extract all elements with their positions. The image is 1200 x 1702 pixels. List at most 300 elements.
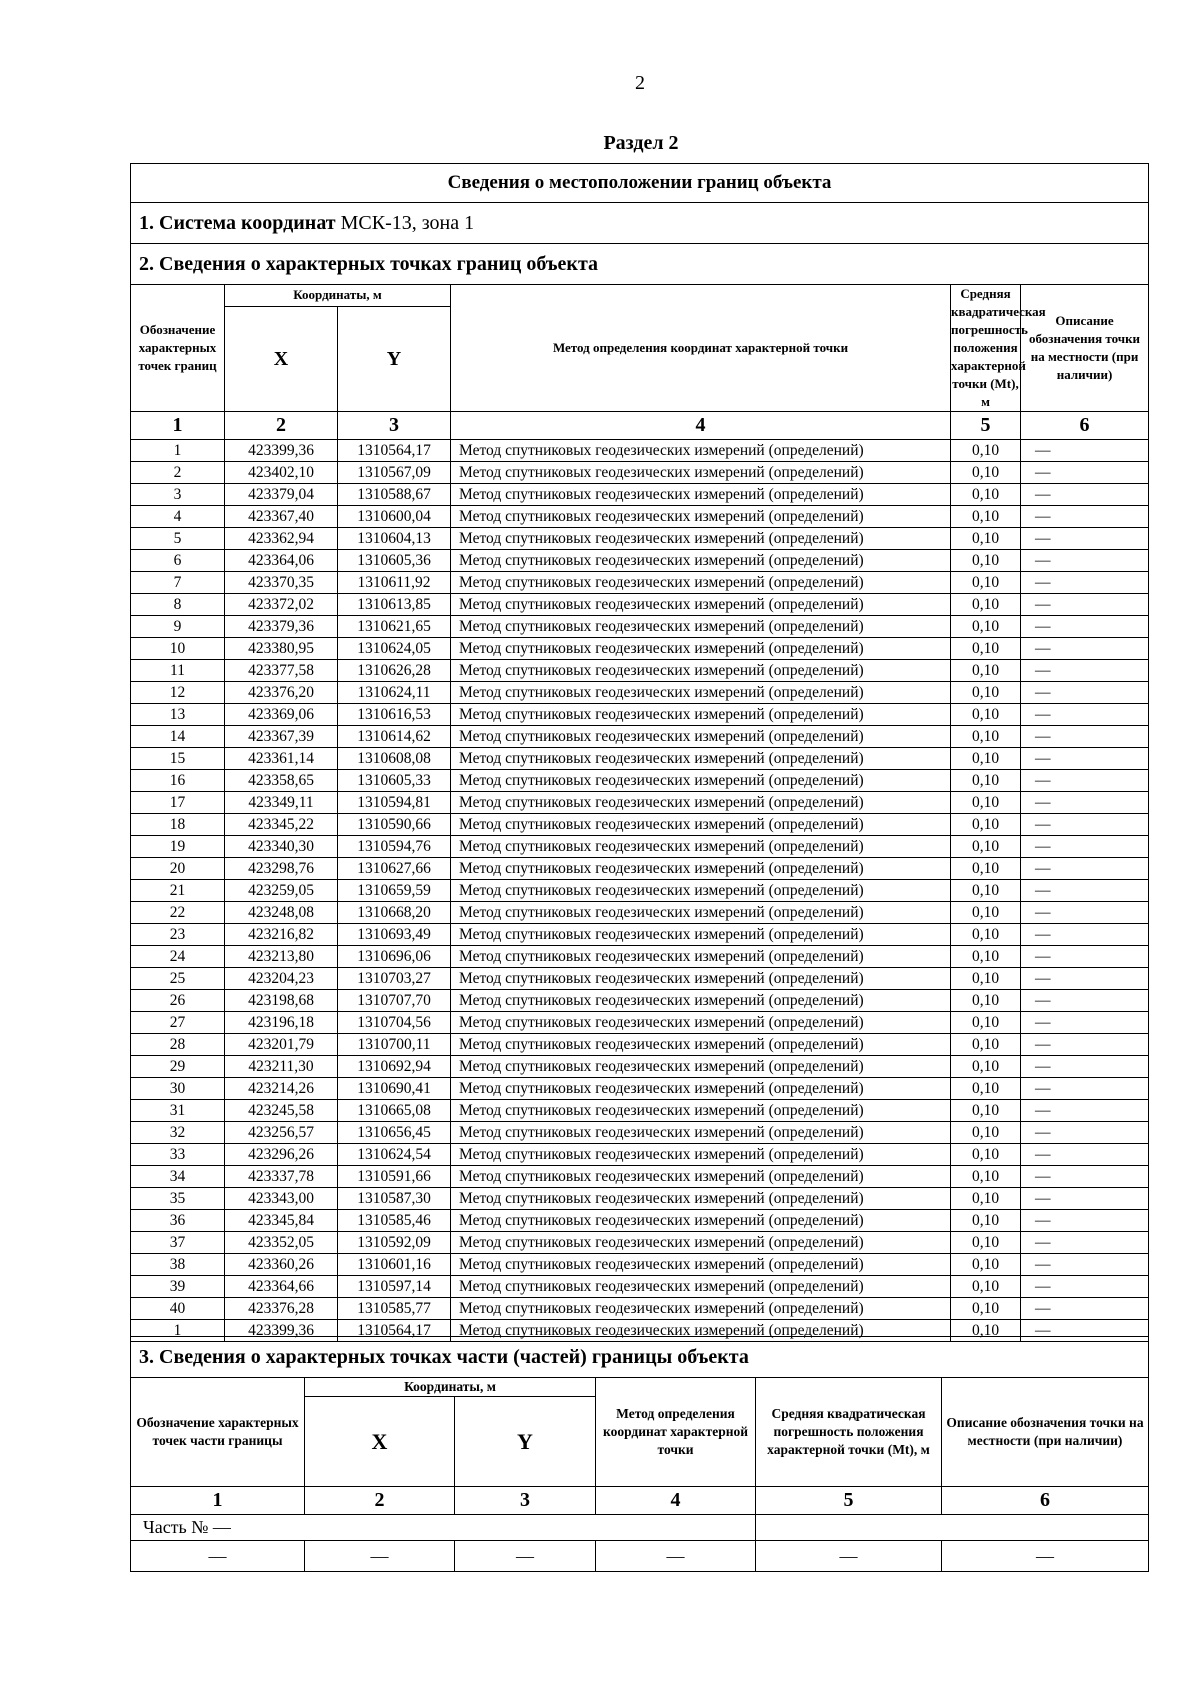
table-row xyxy=(131,770,1149,792)
point-number: 13 xyxy=(131,704,225,726)
coord-y: 1310696,06 xyxy=(338,946,451,968)
column-number: 3 xyxy=(338,412,451,440)
parts-empty-cell: — xyxy=(756,1541,942,1572)
parts-title xyxy=(131,1337,1149,1378)
points-title-text: 2. Сведения о характерных точках границ объекта xyxy=(139,252,599,275)
point-number: 18 xyxy=(131,814,225,836)
description-cell: — xyxy=(1021,528,1149,550)
table-row xyxy=(131,1210,1149,1232)
description-cell: — xyxy=(1021,1276,1149,1298)
coord-y: 1310605,36 xyxy=(338,550,451,572)
coord-y: 1310605,33 xyxy=(338,770,451,792)
table-row xyxy=(131,440,1149,462)
coord-y: 1310616,53 xyxy=(338,704,451,726)
error-cell: 0,10 xyxy=(951,1166,1021,1188)
coord-x: 423248,08 xyxy=(225,902,338,924)
parts-column-numbers xyxy=(131,1487,1149,1515)
description-cell: — xyxy=(1021,572,1149,594)
part-label: Часть № — xyxy=(131,1515,756,1541)
table-row xyxy=(131,990,1149,1012)
point-number: 35 xyxy=(131,1188,225,1210)
error-cell: 0,10 xyxy=(951,1100,1021,1122)
error-cell: 0,10 xyxy=(951,528,1021,550)
table-row xyxy=(131,1188,1149,1210)
error-cell: 0,10 xyxy=(951,440,1021,462)
method-cell: Метод спутниковых геодезических измерений (определений) xyxy=(451,1210,951,1232)
error-cell: 0,10 xyxy=(951,1254,1021,1276)
table-row xyxy=(131,946,1149,968)
table-row xyxy=(131,902,1149,924)
coord-x: 423367,40 xyxy=(225,506,338,528)
coord-x: 423367,39 xyxy=(225,726,338,748)
coord-y: 1310621,65 xyxy=(338,616,451,638)
table-row xyxy=(131,506,1149,528)
method-cell: Метод спутниковых геодезических измерений (определений) xyxy=(451,1320,951,1342)
coord-y: 1310567,09 xyxy=(338,462,451,484)
coord-x: 423245,58 xyxy=(225,1100,338,1122)
description-cell: — xyxy=(1021,1034,1149,1056)
point-number: 23 xyxy=(131,924,225,946)
method-cell: Метод спутниковых геодезических измерений (определений) xyxy=(451,462,951,484)
coord-x: 423358,65 xyxy=(225,770,338,792)
method-cell: Метод спутниковых геодезических измерений (определений) xyxy=(451,902,951,924)
method-cell: Метод спутниковых геодезических измерений (определений) xyxy=(451,1056,951,1078)
method-cell: Метод спутниковых геодезических измерений (определений) xyxy=(451,1122,951,1144)
header-coords: Координаты, м xyxy=(225,285,451,307)
coord-x: 423343,00 xyxy=(225,1188,338,1210)
table-row xyxy=(131,1298,1149,1320)
description-cell: — xyxy=(1021,814,1149,836)
point-number: 11 xyxy=(131,660,225,682)
coord-x: 423345,84 xyxy=(225,1210,338,1232)
method-cell: Метод спутниковых геодезических измерений (определений) xyxy=(451,1012,951,1034)
point-number: 27 xyxy=(131,1012,225,1034)
coord-y: 1310585,46 xyxy=(338,1210,451,1232)
description-cell: — xyxy=(1021,1078,1149,1100)
coord-x: 423376,20 xyxy=(225,682,338,704)
parts-empty-cell: — xyxy=(596,1541,756,1572)
coord-y: 1310624,11 xyxy=(338,682,451,704)
table-row xyxy=(131,1122,1149,1144)
method-cell: Метод спутниковых геодезических измерений (определений) xyxy=(451,880,951,902)
coord-x: 423379,36 xyxy=(225,616,338,638)
table-row xyxy=(131,682,1149,704)
point-number: 3 xyxy=(131,484,225,506)
coord-x: 423196,18 xyxy=(225,1012,338,1034)
coord-y: 1310594,81 xyxy=(338,792,451,814)
table-row xyxy=(131,638,1149,660)
table-row xyxy=(131,1254,1149,1276)
description-cell: — xyxy=(1021,1320,1149,1342)
parts-empty-cell: — xyxy=(131,1541,305,1572)
coord-x: 423399,36 xyxy=(225,1320,338,1342)
description-cell: — xyxy=(1021,616,1149,638)
coord-x: 423349,11 xyxy=(225,792,338,814)
parts-header-x: X xyxy=(305,1397,455,1487)
point-number: 32 xyxy=(131,1122,225,1144)
error-cell: 0,10 xyxy=(951,1144,1021,1166)
parts-title-text: 3. Сведения о характерных точках части (частей) границы объекта xyxy=(139,1345,749,1368)
coord-y: 1310594,76 xyxy=(338,836,451,858)
description-cell: — xyxy=(1021,792,1149,814)
error-cell: 0,10 xyxy=(951,1034,1021,1056)
parts-column-number: 2 xyxy=(305,1487,455,1515)
table-row xyxy=(131,616,1149,638)
table-row xyxy=(131,726,1149,748)
point-number: 17 xyxy=(131,792,225,814)
method-cell: Метод спутниковых геодезических измерений (определений) xyxy=(451,484,951,506)
error-cell: 0,10 xyxy=(951,770,1021,792)
error-cell: 0,10 xyxy=(951,1122,1021,1144)
point-number: 7 xyxy=(131,572,225,594)
table-row xyxy=(131,484,1149,506)
parts-column-number: 3 xyxy=(455,1487,596,1515)
coord-y: 1310659,59 xyxy=(338,880,451,902)
coord-y: 1310703,27 xyxy=(338,968,451,990)
parts-header-error: Средняя квадратическая погрешность положения характерной точки (Mt), м xyxy=(756,1378,942,1487)
table-row xyxy=(131,1232,1149,1254)
coord-y: 1310587,30 xyxy=(338,1188,451,1210)
coord-x: 423360,26 xyxy=(225,1254,338,1276)
table-row xyxy=(131,814,1149,836)
parts-column-number: 6 xyxy=(942,1487,1149,1515)
description-cell: — xyxy=(1021,748,1149,770)
parts-empty-row xyxy=(131,1541,1149,1572)
coord-y: 1310692,94 xyxy=(338,1056,451,1078)
method-cell: Метод спутниковых геодезических измерений (определений) xyxy=(451,1100,951,1122)
coord-x: 423380,95 xyxy=(225,638,338,660)
point-number: 29 xyxy=(131,1056,225,1078)
coord-y: 1310707,70 xyxy=(338,990,451,1012)
description-cell: — xyxy=(1021,968,1149,990)
point-number: 16 xyxy=(131,770,225,792)
description-cell: — xyxy=(1021,1144,1149,1166)
point-number: 8 xyxy=(131,594,225,616)
point-number: 28 xyxy=(131,1034,225,1056)
coord-system xyxy=(131,203,1149,244)
method-cell: Метод спутниковых геодезических измерений (определений) xyxy=(451,440,951,462)
coord-x: 423364,66 xyxy=(225,1276,338,1298)
coord-x: 423256,57 xyxy=(225,1122,338,1144)
description-cell: — xyxy=(1021,704,1149,726)
coord-x: 423204,23 xyxy=(225,968,338,990)
method-cell: Метод спутниковых геодезических измерений (определений) xyxy=(451,770,951,792)
column-numbers xyxy=(131,412,1149,440)
point-number: 20 xyxy=(131,858,225,880)
error-cell: 0,10 xyxy=(951,814,1021,836)
table-row xyxy=(131,836,1149,858)
coord-y: 1310700,11 xyxy=(338,1034,451,1056)
header-designation: Обозначение характерных точек границ xyxy=(131,285,225,412)
method-cell: Метод спутниковых геодезических измерений (определений) xyxy=(451,638,951,660)
description-cell: — xyxy=(1021,770,1149,792)
point-number: 31 xyxy=(131,1100,225,1122)
table-row xyxy=(131,528,1149,550)
header-description: Описание обозначения точки на местности (при наличии) xyxy=(1021,285,1149,412)
error-cell: 0,10 xyxy=(951,550,1021,572)
point-number: 40 xyxy=(131,1298,225,1320)
column-number: 6 xyxy=(1021,412,1149,440)
description-cell: — xyxy=(1021,506,1149,528)
error-cell: 0,10 xyxy=(951,506,1021,528)
coord-y: 1310624,05 xyxy=(338,638,451,660)
method-cell: Метод спутниковых геодезических измерений (определений) xyxy=(451,726,951,748)
column-number: 4 xyxy=(451,412,951,440)
coord-x: 423369,06 xyxy=(225,704,338,726)
method-cell: Метод спутниковых геодезических измерений (определений) xyxy=(451,1166,951,1188)
error-cell: 0,10 xyxy=(951,638,1021,660)
point-number: 9 xyxy=(131,616,225,638)
column-number: 5 xyxy=(951,412,1021,440)
table-row xyxy=(131,572,1149,594)
method-cell: Метод спутниковых геодезических измерений (определений) xyxy=(451,506,951,528)
table-row xyxy=(131,1100,1149,1122)
error-cell: 0,10 xyxy=(951,858,1021,880)
description-cell: — xyxy=(1021,484,1149,506)
coord-x: 423377,58 xyxy=(225,660,338,682)
coord-y: 1310585,77 xyxy=(338,1298,451,1320)
coord-y: 1310627,66 xyxy=(338,858,451,880)
description-cell: — xyxy=(1021,1188,1149,1210)
coord-y: 1310665,08 xyxy=(338,1100,451,1122)
point-number: 14 xyxy=(131,726,225,748)
points-title xyxy=(131,244,1149,285)
coord-x: 423201,79 xyxy=(225,1034,338,1056)
error-cell: 0,10 xyxy=(951,902,1021,924)
method-cell: Метод спутниковых геодезических измерений (определений) xyxy=(451,528,951,550)
error-cell: 0,10 xyxy=(951,1276,1021,1298)
point-number: 39 xyxy=(131,1276,225,1298)
method-cell: Метод спутниковых геодезических измерений (определений) xyxy=(451,1034,951,1056)
method-cell: Метод спутниковых геодезических измерений (определений) xyxy=(451,924,951,946)
parts-column-number: 5 xyxy=(756,1487,942,1515)
coord-y: 1310590,66 xyxy=(338,814,451,836)
section-title: Раздел 2 xyxy=(603,132,679,154)
error-cell: 0,10 xyxy=(951,1210,1021,1232)
coord-x: 423213,80 xyxy=(225,946,338,968)
method-cell: Метод спутниковых геодезических измерений (определений) xyxy=(451,1298,951,1320)
table-row xyxy=(131,462,1149,484)
header-x: X xyxy=(225,306,338,411)
method-cell: Метод спутниковых геодезических измерений (определений) xyxy=(451,616,951,638)
description-cell: — xyxy=(1021,858,1149,880)
point-number: 30 xyxy=(131,1078,225,1100)
error-cell: 0,10 xyxy=(951,594,1021,616)
error-cell: 0,10 xyxy=(951,968,1021,990)
coord-x: 423198,68 xyxy=(225,990,338,1012)
error-cell: 0,10 xyxy=(951,462,1021,484)
method-cell: Метод спутниковых геодезических измерений (определений) xyxy=(451,836,951,858)
description-cell: — xyxy=(1021,1210,1149,1232)
coord-y: 1310592,09 xyxy=(338,1232,451,1254)
part-label-empty xyxy=(756,1515,1149,1541)
table-row xyxy=(131,968,1149,990)
table-row xyxy=(131,1166,1149,1188)
description-cell: — xyxy=(1021,1056,1149,1078)
coord-x: 423361,14 xyxy=(225,748,338,770)
method-cell: Метод спутниковых геодезических измерений (определений) xyxy=(451,1276,951,1298)
method-cell: Метод спутниковых геодезических измерений (определений) xyxy=(451,1078,951,1100)
header-error: Средняя квадратическая погрешность положения характерной точки (Mt), м xyxy=(951,285,1021,412)
point-number: 24 xyxy=(131,946,225,968)
error-cell: 0,10 xyxy=(951,484,1021,506)
coord-x: 423362,94 xyxy=(225,528,338,550)
error-cell: 0,10 xyxy=(951,1056,1021,1078)
point-number: 4 xyxy=(131,506,225,528)
coord-x: 423296,26 xyxy=(225,1144,338,1166)
description-cell: — xyxy=(1021,1122,1149,1144)
coord-y: 1310611,92 xyxy=(338,572,451,594)
coord-x: 423214,26 xyxy=(225,1078,338,1100)
point-number: 38 xyxy=(131,1254,225,1276)
page-number: 2 xyxy=(635,72,645,94)
method-cell: Метод спутниковых геодезических измерений (определений) xyxy=(451,990,951,1012)
parts-header-y: Y xyxy=(455,1397,596,1487)
method-cell: Метод спутниковых геодезических измерений (определений) xyxy=(451,704,951,726)
point-number: 33 xyxy=(131,1144,225,1166)
point-number: 1 xyxy=(131,440,225,462)
point-number: 5 xyxy=(131,528,225,550)
parts-header-description: Описание обозначения точки на местности (при наличии) xyxy=(942,1378,1149,1487)
boundary-table xyxy=(130,163,1148,1342)
point-number: 34 xyxy=(131,1166,225,1188)
description-cell: — xyxy=(1021,462,1149,484)
header-y: Y xyxy=(338,306,451,411)
description-cell: — xyxy=(1021,726,1149,748)
header-method: Метод определения координат характерной точки xyxy=(451,285,951,412)
parts-column-number: 4 xyxy=(596,1487,756,1515)
description-cell: — xyxy=(1021,440,1149,462)
coord-x: 423379,04 xyxy=(225,484,338,506)
table-row xyxy=(131,924,1149,946)
coord-y: 1310613,85 xyxy=(338,594,451,616)
parts-empty-cell: — xyxy=(942,1541,1149,1572)
coord-y: 1310626,28 xyxy=(338,660,451,682)
description-cell: — xyxy=(1021,1166,1149,1188)
coord-x: 423211,30 xyxy=(225,1056,338,1078)
point-number: 6 xyxy=(131,550,225,572)
parts-empty-cell: — xyxy=(455,1541,596,1572)
table-row xyxy=(131,660,1149,682)
error-cell: 0,10 xyxy=(951,616,1021,638)
description-cell: — xyxy=(1021,1298,1149,1320)
error-cell: 0,10 xyxy=(951,748,1021,770)
point-number: 1 xyxy=(131,1320,225,1342)
table-row xyxy=(131,1144,1149,1166)
method-cell: Метод спутниковых геодезических измерений (определений) xyxy=(451,858,951,880)
point-number: 10 xyxy=(131,638,225,660)
coord-y: 1310591,66 xyxy=(338,1166,451,1188)
coord-y: 1310564,17 xyxy=(338,440,451,462)
parts-empty-cell: — xyxy=(305,1541,455,1572)
coord-y: 1310656,45 xyxy=(338,1122,451,1144)
method-cell: Метод спутниковых геодезических измерений (определений) xyxy=(451,594,951,616)
error-cell: 0,10 xyxy=(951,1232,1021,1254)
coord-x: 423298,76 xyxy=(225,858,338,880)
description-cell: — xyxy=(1021,660,1149,682)
coord-y: 1310693,49 xyxy=(338,924,451,946)
description-cell: — xyxy=(1021,1254,1149,1276)
coord-x: 423345,22 xyxy=(225,814,338,836)
coord-y: 1310564,17 xyxy=(338,1320,451,1342)
error-cell: 0,10 xyxy=(951,1320,1021,1342)
error-cell: 0,10 xyxy=(951,836,1021,858)
table-row xyxy=(131,550,1149,572)
table-row xyxy=(131,1276,1149,1298)
description-cell: — xyxy=(1021,924,1149,946)
table-row xyxy=(131,1056,1149,1078)
table-row xyxy=(131,1034,1149,1056)
coord-x: 423399,36 xyxy=(225,440,338,462)
coord-system-label: 1. Система координат xyxy=(139,211,336,234)
point-number: 26 xyxy=(131,990,225,1012)
parts-column-number: 1 xyxy=(131,1487,305,1515)
coord-y: 1310608,08 xyxy=(338,748,451,770)
error-cell: 0,10 xyxy=(951,946,1021,968)
error-cell: 0,10 xyxy=(951,1012,1021,1034)
point-number: 37 xyxy=(131,1232,225,1254)
table-row xyxy=(131,858,1149,880)
coord-x: 423370,35 xyxy=(225,572,338,594)
coord-y: 1310597,14 xyxy=(338,1276,451,1298)
coord-x: 423259,05 xyxy=(225,880,338,902)
description-cell: — xyxy=(1021,990,1149,1012)
error-cell: 0,10 xyxy=(951,990,1021,1012)
table-row xyxy=(131,1078,1149,1100)
description-cell: — xyxy=(1021,682,1149,704)
parts-header-method: Метод определения координат характерной точки xyxy=(596,1378,756,1487)
column-number: 2 xyxy=(225,412,338,440)
method-cell: Метод спутниковых геодезических измерений (определений) xyxy=(451,660,951,682)
table-row xyxy=(131,748,1149,770)
method-cell: Метод спутниковых геодезических измерений (определений) xyxy=(451,748,951,770)
parts-header-coords: Координаты, м xyxy=(305,1378,596,1397)
description-cell: — xyxy=(1021,946,1149,968)
coord-y: 1310614,62 xyxy=(338,726,451,748)
description-cell: — xyxy=(1021,1012,1149,1034)
coord-x: 423216,82 xyxy=(225,924,338,946)
point-number: 2 xyxy=(131,462,225,484)
error-cell: 0,10 xyxy=(951,726,1021,748)
coord-y: 1310690,41 xyxy=(338,1078,451,1100)
point-number: 15 xyxy=(131,748,225,770)
parts-table xyxy=(130,1336,1148,1572)
coord-x: 423352,05 xyxy=(225,1232,338,1254)
coord-x: 423402,10 xyxy=(225,462,338,484)
coord-y: 1310668,20 xyxy=(338,902,451,924)
coord-y: 1310600,04 xyxy=(338,506,451,528)
error-cell: 0,10 xyxy=(951,660,1021,682)
description-cell: — xyxy=(1021,836,1149,858)
method-cell: Метод спутниковых геодезических измерений (определений) xyxy=(451,968,951,990)
description-cell: — xyxy=(1021,902,1149,924)
column-number: 1 xyxy=(131,412,225,440)
coord-y: 1310601,16 xyxy=(338,1254,451,1276)
method-cell: Метод спутниковых геодезических измерений (определений) xyxy=(451,1254,951,1276)
method-cell: Метод спутниковых геодезических измерений (определений) xyxy=(451,572,951,594)
method-cell: Метод спутниковых геодезических измерений (определений) xyxy=(451,792,951,814)
coord-x: 423337,78 xyxy=(225,1166,338,1188)
table-row xyxy=(131,1012,1149,1034)
error-cell: 0,10 xyxy=(951,792,1021,814)
description-cell: — xyxy=(1021,1100,1149,1122)
error-cell: 0,10 xyxy=(951,924,1021,946)
coord-y: 1310704,56 xyxy=(338,1012,451,1034)
table-row xyxy=(131,792,1149,814)
table-row xyxy=(131,594,1149,616)
coord-x: 423340,30 xyxy=(225,836,338,858)
coord-x: 423372,02 xyxy=(225,594,338,616)
